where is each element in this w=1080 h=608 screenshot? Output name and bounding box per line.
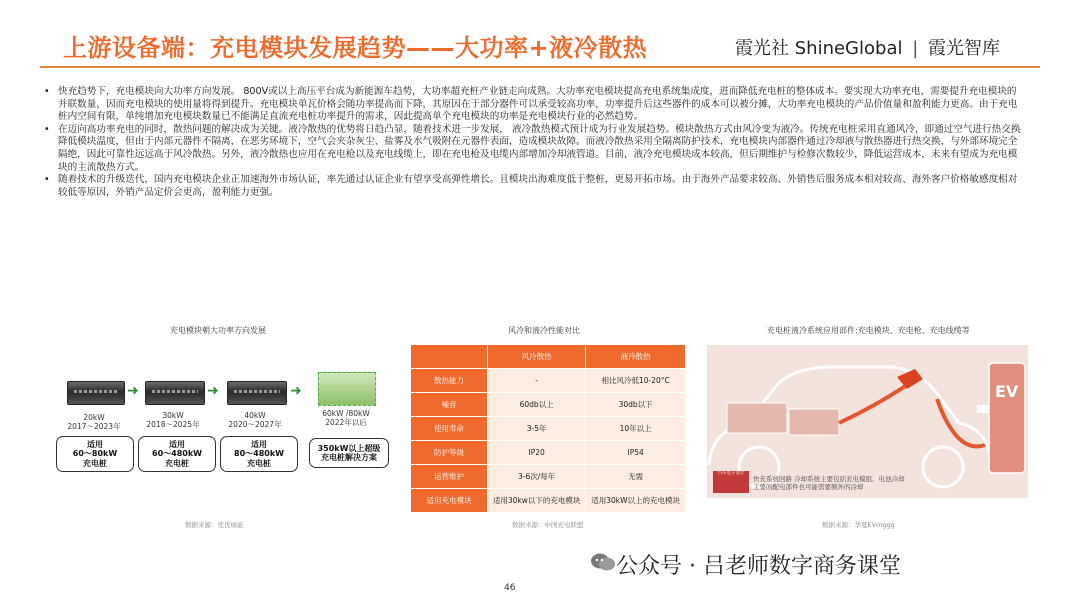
bullet-paragraph: [44, 123, 1024, 174]
row-label: 噪音: [411, 393, 488, 417]
arrow-icon: ➜: [207, 383, 219, 399]
stage-box: 适用 80～480kW 充电桩: [220, 436, 298, 472]
brand-think-tank: 霞光智库: [928, 38, 1001, 59]
right-panel-source: 数据来源：华夏EVmggg: [822, 521, 895, 529]
stage-caption: 30kW 2018～2025年: [146, 411, 200, 429]
row-label: 防护等级: [411, 441, 488, 465]
table-row: [411, 465, 686, 489]
wechat-icon: [590, 552, 616, 572]
stage-caption: 40kW 2020～2027年: [228, 411, 282, 429]
bullet-text: 在迈向高功率充电的同时，散热问题的解决成为关键。液冷散热的优势将日趋凸显，随着技术进一步发展， 液冷散热模式预计成为行业发展趋势。模块散热方式由风冷变为液冷。传统充电桩采用直通风冷，即通过空气进行热交换降低模块温度，但由于内部元器件不隔离，在恶劣环境下，空气会夹杂灰尘、盐雾及水气吸附在元器件表面，造成模块故障。而液冷散热采用全隔离防护技术，充电模块内部器件通过冷却液与散热器进行热交换，与外部环境完全隔绝，因此可靠性远远高于风冷散热。另外，液冷散热也应用在充电枪以及充电线缆上，即在充电枪及电缆内部增加冷却液管道。目前，液冷充电模块成本较高，但后期维护与检修次数较少，降低运营成本，未来有望成为充电模块的主流散热方式。: [58, 123, 1021, 173]
bullet-dot: •: [44, 174, 50, 186]
brand-separator: |: [912, 38, 919, 59]
table-cell: 相比风冷低10-20°C: [586, 369, 686, 393]
bullet-paragraph: [44, 174, 1024, 199]
table-row: [411, 441, 686, 465]
bullet-text: 随着技术的升级迭代，国内充电模块企业正加速海外市场认证，率先通过认证企业有望享受高弹性增长。且模块出海难度低于整桩，更易开拓市场。由于海外产品要求较高、外销售后服务成本相对较高、海外客户价格敏感度相对较低等原因，外销产品定价会更高，盈利能力更强。: [58, 174, 1018, 198]
arrow-icon: ➜: [290, 383, 302, 399]
comparison-table: [410, 344, 686, 513]
module-image-20kw: [67, 381, 125, 405]
table-cell: 30db以下: [586, 393, 686, 417]
page-title: 上游设备端：充电模块发展趋势——大功率+液冷散热: [63, 34, 648, 62]
table-cell: -: [488, 369, 586, 393]
table-cell: 无需: [586, 465, 686, 489]
stage-caption: 20kW 2017～2023年: [67, 413, 121, 431]
table-row: [411, 369, 686, 393]
table-cell: 10年以上: [586, 417, 686, 441]
table-cell: IP54: [586, 441, 686, 465]
module-image-30kw: [145, 381, 205, 405]
table-header-cell: 液冷散热: [586, 345, 686, 369]
title-divider: [40, 66, 1040, 68]
table-header-cell: 风冷散热: [488, 345, 586, 369]
left-panel-source: 数据来源：优优绿能: [185, 521, 244, 529]
mid-panel-title: 风冷和液冷性能对比: [508, 326, 580, 335]
page-number: 46: [504, 583, 516, 593]
stage-box: 适用 60～80kW 充电桩: [56, 436, 134, 472]
bullet-text: 快充趋势下，充电模块向大功率方向发展。 800V或以上高压平台成为新能源车趋势，大功率超充桩产业链走向成熟。大功率充电模块提高充电系统集成度，进而降低充电桩的整体成本。要实现大功率充电，需要提升充电模块的并联数量，因而充电模块的使用量将得到提升。充电模块单瓦价格会随功率提高而下降，其原因在于部分器件可以承受较高功率，功率提升后这些器件的成本可以被分摊，大功率充电模块的产品价值量和盈利能力更高。由于充电桩内空间有限，单纯增加充电模块数量已不能满足直流充电桩功率提升的需求，因此提高单个充电模块的功率是充电模块行业的必然趋势。: [58, 86, 1018, 123]
module-image-60kw: [318, 372, 376, 406]
mid-panel-source: 数据来源：中国充电联盟: [512, 521, 584, 529]
ev-label: EV: [995, 382, 1019, 401]
body-text: [44, 86, 1024, 199]
arrow-icon: ➜: [127, 383, 139, 399]
row-label: 使用寿命: [411, 417, 488, 441]
brand-logo: [735, 34, 1000, 60]
brand-en: ShineGlobal: [794, 38, 903, 59]
left-panel-title: 充电模块朝大功率方向发展: [170, 326, 266, 335]
row-label: 运营维护: [411, 465, 488, 489]
table-row: [411, 393, 686, 417]
row-label: 散热能力: [411, 369, 488, 393]
table-header-row: [411, 345, 686, 369]
table-header-cell: [411, 345, 488, 369]
row-label: 适用充电模块: [411, 489, 488, 513]
brand-cn: 霞光社: [735, 38, 789, 59]
bullet-dot: •: [44, 86, 50, 97]
table-cell: 60db以上: [488, 393, 586, 417]
watermark-text: 公众号 · 吕老师数字商务课堂: [616, 554, 901, 579]
ev-cooling-diagram: [707, 345, 1028, 498]
right-panel-title: 充电桩液冷系统应用部件:充电模块、充电枪、充电线缆等: [767, 326, 970, 335]
table-cell: 适用30kw以下的充电模块: [488, 489, 586, 513]
stage-box: 350kW以上超级 充电桩解决方案: [309, 438, 389, 468]
diagram-caption: 快充系统回路 冷却系统主要包括充电模组、电池冷却 主要的配电部件也可能需要额外的冷却: [753, 475, 905, 491]
stage-box: 适用 60～480kW 充电桩: [138, 436, 216, 472]
table-cell: IP20: [488, 441, 586, 465]
table-cell: 3-5年: [488, 417, 586, 441]
logo-text: 汽车电子设计: [717, 471, 745, 476]
table-row: [411, 417, 686, 441]
bullet-paragraph: [44, 86, 1024, 124]
table-cell: 3-6次/每年: [488, 465, 586, 489]
bullet-dot: •: [44, 123, 50, 135]
table-cell: 适用30kW以上的充电模块: [586, 489, 686, 513]
table-row: [411, 489, 686, 513]
stage-caption: 60kW /80kW 2022年以后: [322, 409, 370, 427]
publisher-logo: [713, 471, 749, 493]
module-image-40kw: [227, 381, 287, 405]
